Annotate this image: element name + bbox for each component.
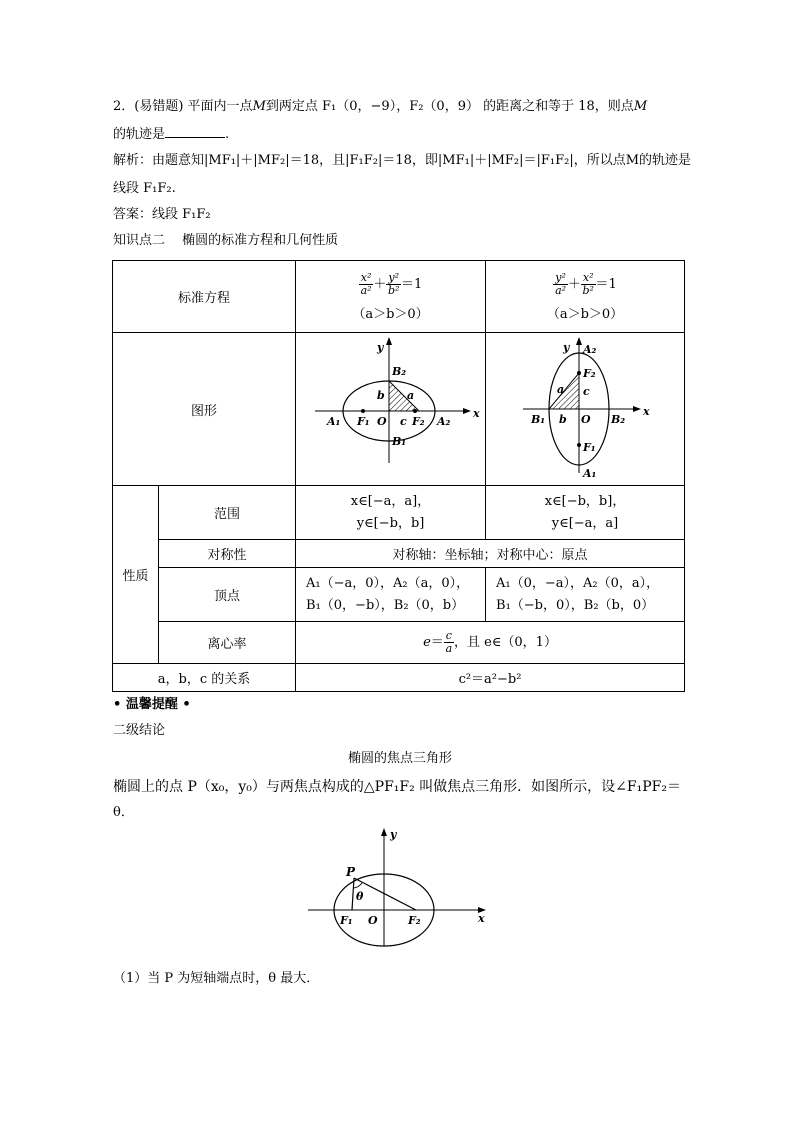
svg-text:B₁: B₁	[531, 413, 546, 426]
analysis-line1: 解析：由题意知|MF₁|＋|MF₂|＝18，且|F₁F₂|＝18，即|MF₁|＋|MF₂|＝|F₁F₂|，所以点M的轨迹是	[113, 153, 692, 168]
graph-vertical	[486, 333, 685, 486]
abc-relation-value: c²＝a²−b²	[296, 664, 685, 692]
eccentricity-label: 离心率	[159, 622, 296, 664]
ellipse-properties-table	[112, 260, 685, 692]
question-2-line1: 2．(易错题) 平面内一点M到两定点 F₁（0，−9），F₂（0，9） 的距离之和等于 18，则点M	[113, 99, 648, 114]
svg-text:a: a	[406, 389, 414, 402]
question-2-line2: 的轨迹是 .	[113, 127, 230, 142]
svg-text:A₁: A₁	[326, 415, 340, 428]
answer-blank	[165, 126, 225, 138]
std-eq-horizontal: $\frac{\text{x²}}{\text{a²}}$ ＋ $\frac{\text{y²}}{\text{b²}}$ ＝1 （a＞b＞0）	[296, 261, 486, 333]
svg-text:a: a	[557, 383, 565, 396]
vertical-ellipse-figure	[487, 333, 683, 481]
svg-text:F₂: F₂	[583, 367, 596, 380]
std-eq-label: 标准方程	[113, 261, 296, 333]
abc-relation-label: a，b，c 的关系	[113, 664, 296, 692]
svg-text:y: y	[390, 828, 397, 841]
svg-text:F₂: F₂	[408, 914, 421, 927]
range-label: 范围	[159, 486, 296, 540]
svg-text:A₂: A₂	[436, 415, 450, 428]
svg-text:x: x	[478, 912, 485, 925]
focal-triangle-line2: θ．	[113, 805, 134, 820]
range-vertical: x∈[−b，b]， y∈[−a，a]	[486, 486, 685, 540]
graph-label: 图形	[113, 333, 296, 486]
note-1: （1）当 P 为短轴端点时，θ 最大．	[113, 971, 320, 986]
focal-triangle-line1: 椭圆上的点 P（x₀，y₀）与两焦点构成的△PF₁F₂ 叫做焦点三角形．如图所示，设∠F₁PF₂＝	[113, 779, 681, 795]
svg-text:F₁: F₁	[356, 415, 370, 428]
svg-text:B₁: B₁	[391, 435, 406, 448]
svg-text:c: c	[399, 415, 407, 428]
svg-text:c: c	[583, 385, 590, 398]
answer-line: 答案：线段 F₁F₂	[113, 207, 211, 222]
vertex-horizontal: A₁（−a，0），A₂（a，0）， B₁（0，−b），B₂（0，b）	[296, 568, 486, 622]
svg-text:b: b	[376, 389, 385, 402]
svg-text:θ: θ	[356, 890, 364, 903]
conclusion-heading: 二级结论	[113, 723, 166, 738]
graph-horizontal	[296, 333, 486, 486]
svg-text:O: O	[368, 914, 378, 927]
vertex-label: 顶点	[159, 568, 296, 622]
svg-text:F₁: F₁	[583, 441, 596, 454]
svg-text:A₂: A₂	[583, 343, 597, 356]
section-title: 知识点二 椭圆的标准方程和几何性质	[113, 233, 339, 248]
svg-text:O: O	[581, 413, 591, 426]
horizontal-ellipse-figure	[297, 333, 485, 481]
svg-text:x: x	[472, 407, 480, 420]
svg-text:F₂: F₂	[411, 415, 425, 428]
svg-text:O: O	[376, 415, 387, 428]
svg-text:y: y	[563, 341, 570, 354]
symmetry-value: 对称轴：坐标轴；对称中心：原点	[296, 540, 685, 568]
svg-text:F₁: F₁	[340, 914, 353, 927]
svg-text:x: x	[643, 405, 650, 418]
analysis-line2: 线段 F₁F₂.	[113, 181, 176, 196]
focal-triangle-figure	[300, 826, 500, 950]
svg-text:B₂: B₂	[391, 365, 406, 378]
svg-text:b: b	[559, 413, 567, 426]
std-eq-vertical: $\frac{\text{y²}}{\text{a²}}$ ＋ $\frac{\text{x²}}{\text{b²}}$ ＝1 （a＞b＞0）	[486, 261, 685, 333]
tip-heading: • 温馨提醒 •	[113, 697, 191, 712]
svg-text:B₂: B₂	[611, 413, 626, 426]
range-horizontal: x∈[−a，a]， y∈[−b，b]	[296, 486, 486, 540]
focal-triangle-title: 椭圆的焦点三角形	[348, 751, 453, 766]
eccentricity-value: e＝ $\frac{c}{a}$ ，且 e∈（0，1）	[296, 622, 685, 664]
props-label: 性质	[113, 486, 159, 664]
svg-text:y: y	[376, 341, 383, 354]
svg-text:P: P	[346, 865, 356, 879]
symmetry-label: 对称性	[159, 540, 296, 568]
vertex-vertical: A₁（0，−a），A₂（0，a）， B₁（−b，0），B₂（b，0）	[486, 568, 685, 622]
svg-text:A₁: A₁	[583, 467, 597, 480]
